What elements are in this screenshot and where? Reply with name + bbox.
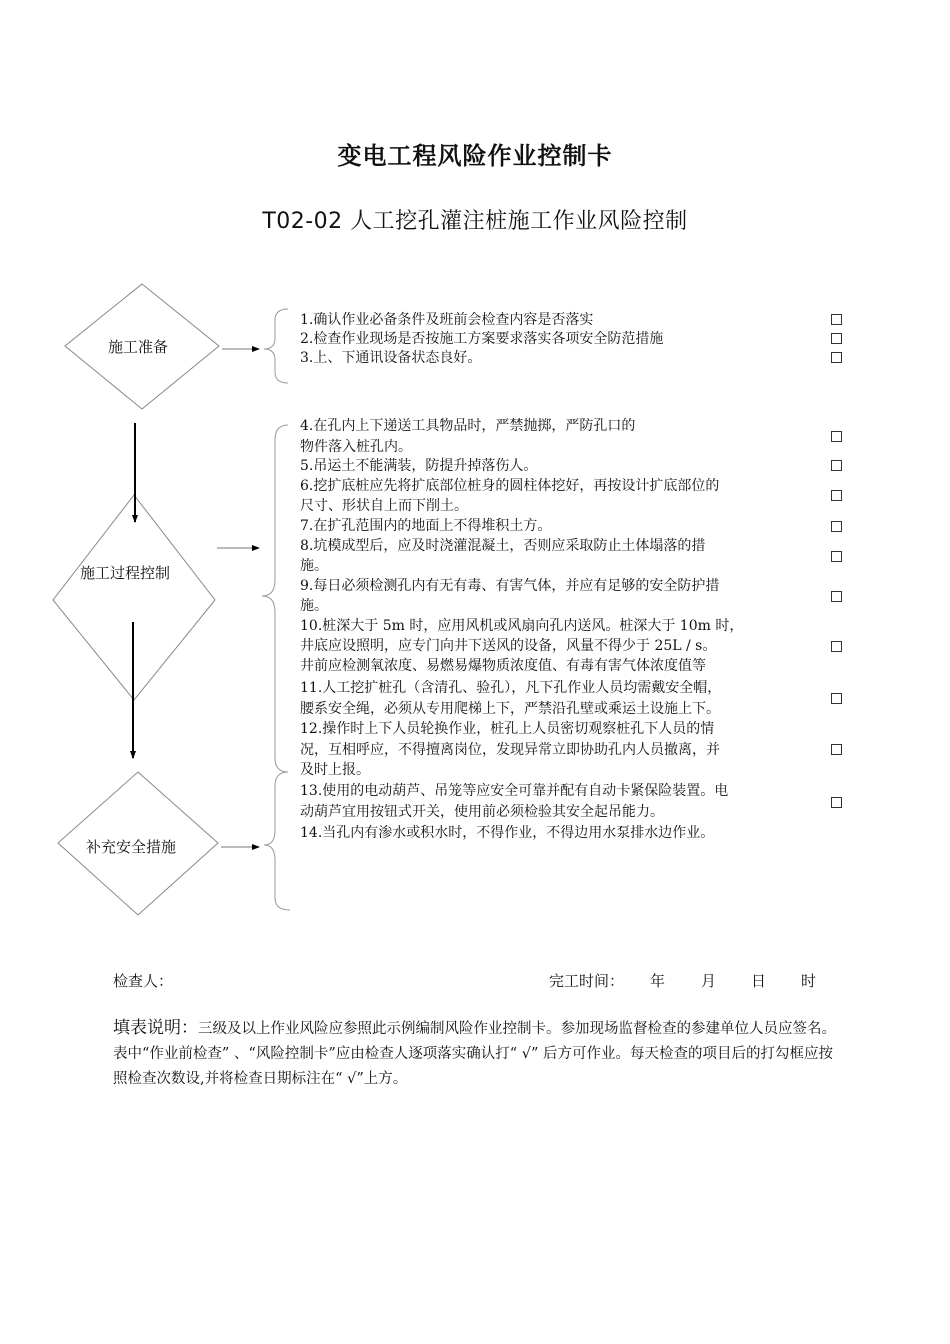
fill-instructions xyxy=(113,1016,843,1092)
check-box[interactable] xyxy=(831,693,842,704)
check-box[interactable] xyxy=(831,641,842,652)
list-item: 11.人工挖扩桩孔（含清孔、验孔），凡下孔作业人员均需戴安全帽， xyxy=(300,680,722,696)
list-item: 3.上、下通讯设备状态良好。 xyxy=(300,350,482,366)
check-box[interactable] xyxy=(831,521,842,532)
list-item: 2.检查作业现场是否按施工方案要求落实各项安全防范措施 xyxy=(300,331,664,347)
check-box[interactable] xyxy=(831,591,842,602)
check-box[interactable] xyxy=(831,460,842,471)
card-title: 变电工程风险作业控制卡 xyxy=(337,142,613,170)
list-item: 尺寸、形状自上而下削土。 xyxy=(300,498,468,514)
list-item: 腰系安全绳，必须从专用爬梯上下，严禁沿孔壁或乘运土设施上下。 xyxy=(300,701,720,717)
list-item: 8.坑模成型后，应及时浇灌混凝土，否则应采取防止土体塌落的措 xyxy=(300,538,706,554)
inspector-label: 检查人： xyxy=(113,972,174,990)
list-item: 7.在扩孔范围内的地面上不得堆积土方。 xyxy=(300,518,552,534)
list-item: 12.操作时上下人员轮换作业，桩孔上人员密切观察桩孔下人员的情 xyxy=(300,721,715,737)
list-item: 1.确认作业必备条件及班前会检查内容是否落实 xyxy=(300,312,594,328)
check-box[interactable] xyxy=(831,797,842,808)
card-subtitle: T02-02 人工挖孔灌注桩施工作业风险控制 xyxy=(262,209,688,234)
brace-process xyxy=(262,425,288,772)
day-label: 日 xyxy=(751,972,767,990)
list-item: 14.当孔内有渗水或积水时，不得作业，不得边用水泵排水边作业。 xyxy=(300,825,715,841)
stage-label-preparation: 施工准备 xyxy=(108,338,169,356)
list-item: 4.在孔内上下递送工具物品时，严禁抛掷，严防孔口的 xyxy=(300,418,636,434)
fill-instructions-text: 三级及以上作业风险应参照此示例编制风险作业控制卡。参加现场监督检查的参建单位人员应签名。 表中“作业前检查” 、“风险控制卡”应由检查人逐项落实确认打“ √” 后方可作业。每天检查的项目后的打勾框应按照检查次数设,并将检查日期标注在“ √”上方。 xyxy=(113,1021,836,1087)
brace-supplementary xyxy=(264,772,290,910)
list-item: 9.每日必须检测孔内有无有毒、有害气体，并应有足够的安全防护措 xyxy=(300,578,720,594)
fill-instructions-lead: 填表说明： xyxy=(113,1018,198,1038)
list-item: 况，互相呼应，不得擅离岗位，发现异常立即协助孔内人员撤离，并 xyxy=(300,742,720,758)
check-box[interactable] xyxy=(831,490,842,501)
list-item: 5.吊运土不能满装，防提升掉落伤人。 xyxy=(300,458,538,474)
check-box[interactable] xyxy=(831,744,842,755)
list-item: 13.使用的电动葫芦、吊笼等应安全可靠并配有自动卡紧保险装置。电 xyxy=(300,783,729,799)
stage-label-supplementary: 补充安全措施 xyxy=(86,838,177,856)
check-box[interactable] xyxy=(831,551,842,562)
year-label: 年 xyxy=(650,972,666,990)
list-item: 施。 xyxy=(300,598,328,614)
brace-preparation xyxy=(264,309,288,383)
list-item: 10.桩深大于 5m 时，应用风机或风扇向孔内送风。桩深大于 10m 时， xyxy=(300,618,744,634)
hour-label: 时 xyxy=(801,972,817,990)
check-box[interactable] xyxy=(831,314,842,325)
check-box[interactable] xyxy=(831,333,842,344)
list-item: 井前应检测氧浓度、易燃易爆物质浓度值、有毒有害气体浓度值等 xyxy=(300,658,706,674)
check-box[interactable] xyxy=(831,431,842,442)
list-item: 施。 xyxy=(300,558,328,574)
list-item: 6.挖扩底桩应先将扩底部位桩身的圆柱体挖好，再按设计扩底部位的 xyxy=(300,478,720,494)
check-box[interactable] xyxy=(831,352,842,363)
list-item: 物件落入桩孔内。 xyxy=(300,439,412,455)
month-label: 月 xyxy=(701,972,717,990)
list-item: 及时上报。 xyxy=(300,762,370,778)
stage-label-process: 施工过程控制 xyxy=(80,564,171,582)
list-item: 井底应设照明，应专门向井下送风的设备，风量不得少于 25L / s。 xyxy=(300,638,717,654)
list-item: 动葫芦宜用按钮式开关，使用前必须检验其安全起吊能力。 xyxy=(300,804,664,820)
completion-time-label: 完工时间： xyxy=(549,972,625,990)
